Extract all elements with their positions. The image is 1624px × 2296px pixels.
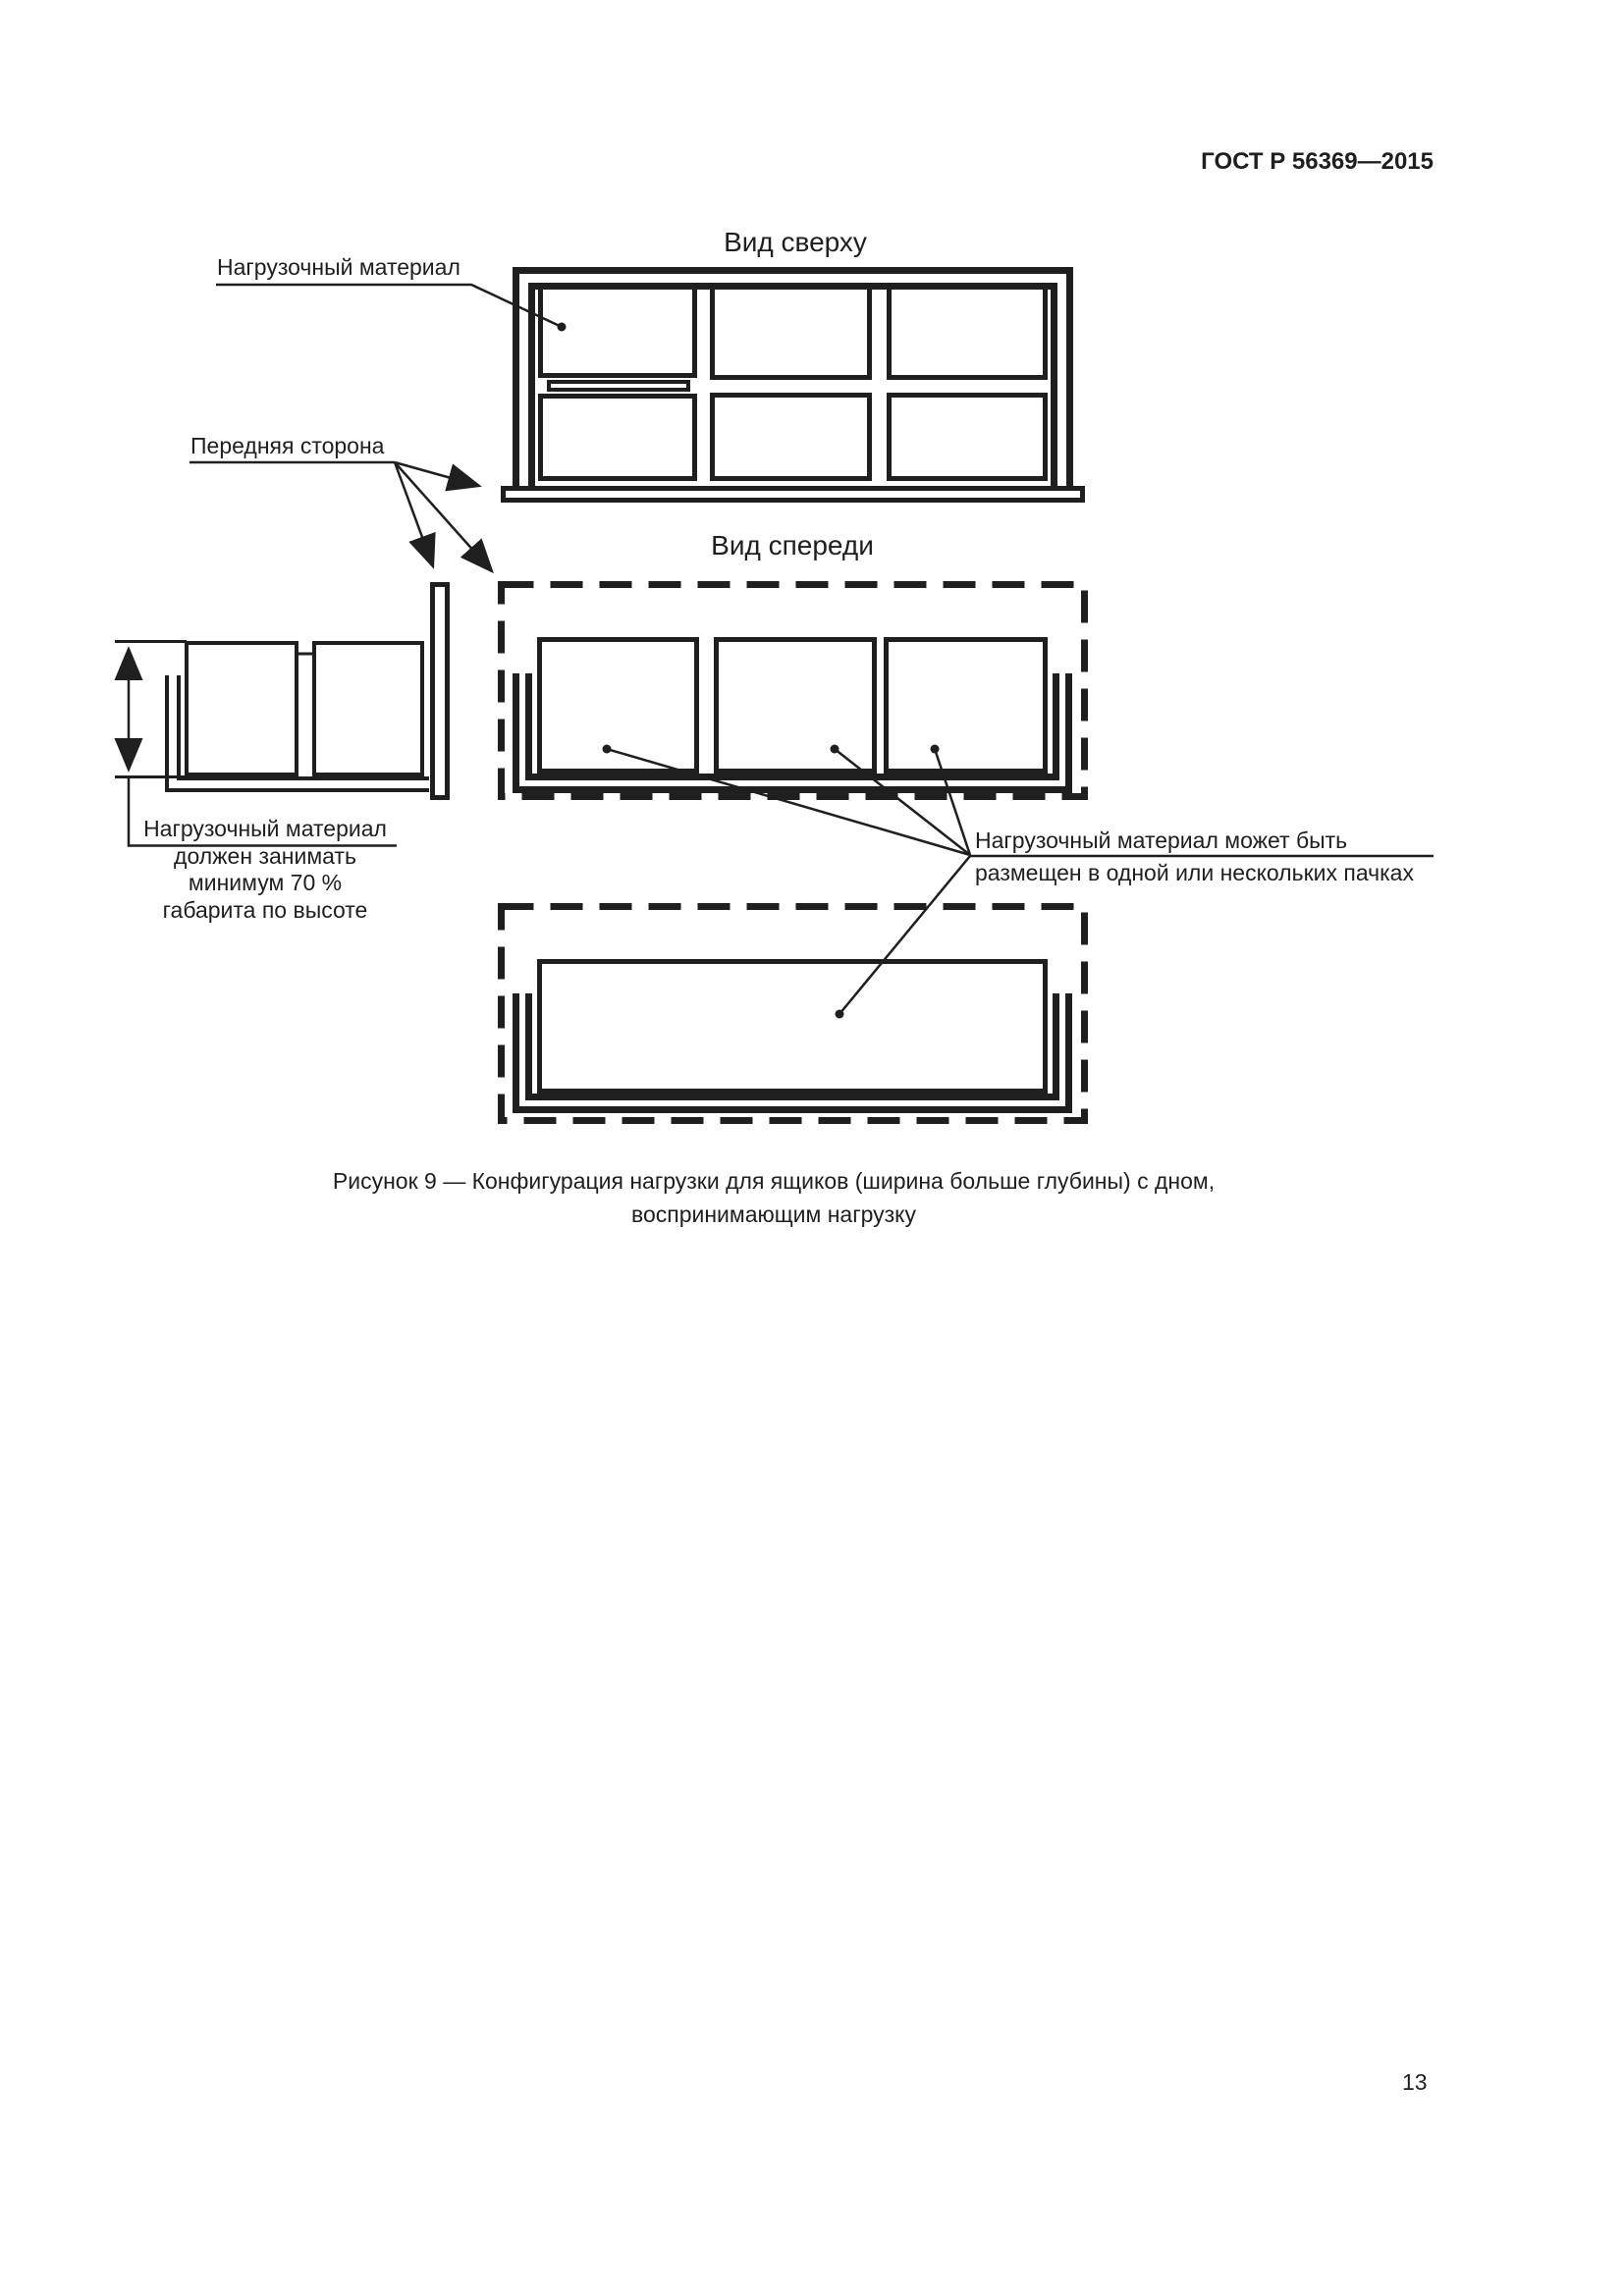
note-line: минимум 70 % — [188, 870, 343, 895]
load-material-label: Нагрузочный материал — [217, 254, 460, 280]
load-pack — [541, 288, 695, 376]
note-line: габарита по высоте — [162, 896, 368, 923]
front-panel-side-view — [433, 585, 448, 798]
tray-inner-wall — [179, 675, 429, 778]
front-view-three-packs — [502, 585, 1085, 856]
note-line: размещен в одной или нескольких пачках — [975, 860, 1414, 885]
document-code: ГОСТ Р 56369—2015 — [1201, 148, 1434, 175]
arrow-to-front-view-corner — [395, 462, 492, 571]
arrow-to-top-view-panel — [395, 462, 479, 486]
front-side-leaders — [189, 462, 492, 571]
leader-line — [216, 285, 562, 327]
caption-line: Рисунок 9 — Конфигурация нагрузки для ящиков (ширина больше глубины) с дном, — [332, 1168, 1216, 1194]
load-pack-side — [314, 643, 422, 774]
top-view-diagram — [504, 271, 1083, 501]
front-view-single-pack — [502, 856, 1085, 1121]
figure-caption — [333, 1164, 1215, 1231]
load-pack — [541, 397, 695, 479]
note-line: должен занимать — [174, 842, 356, 869]
leader-dot — [558, 323, 567, 332]
load-pack — [713, 288, 870, 378]
load-pack-front — [540, 962, 1046, 1092]
load-pack-front — [717, 640, 875, 772]
front-view-title: Вид спереди — [711, 530, 874, 561]
note-line: Нагрузочный материал — [143, 816, 387, 841]
caption-line: воспринимающим нагрузку — [630, 1201, 917, 1227]
load-pack — [890, 288, 1046, 378]
side-view-diagram — [115, 585, 448, 846]
load-pack-front — [887, 640, 1046, 772]
load-pack-side — [187, 643, 297, 774]
load-pack — [713, 396, 870, 479]
arrow-to-side-panel — [395, 462, 433, 566]
top-view-title: Вид сверху — [724, 227, 867, 257]
front-side-label: Передняя сторона — [190, 433, 385, 458]
front-panel-top-view — [504, 489, 1083, 501]
packs-note — [975, 825, 1414, 889]
note-line: Нагрузочный материал может быть — [975, 828, 1348, 853]
height-requirement-note — [143, 816, 387, 924]
page-number: 13 — [1402, 2069, 1428, 2095]
load-slat — [549, 382, 688, 390]
load-pack — [890, 396, 1046, 479]
